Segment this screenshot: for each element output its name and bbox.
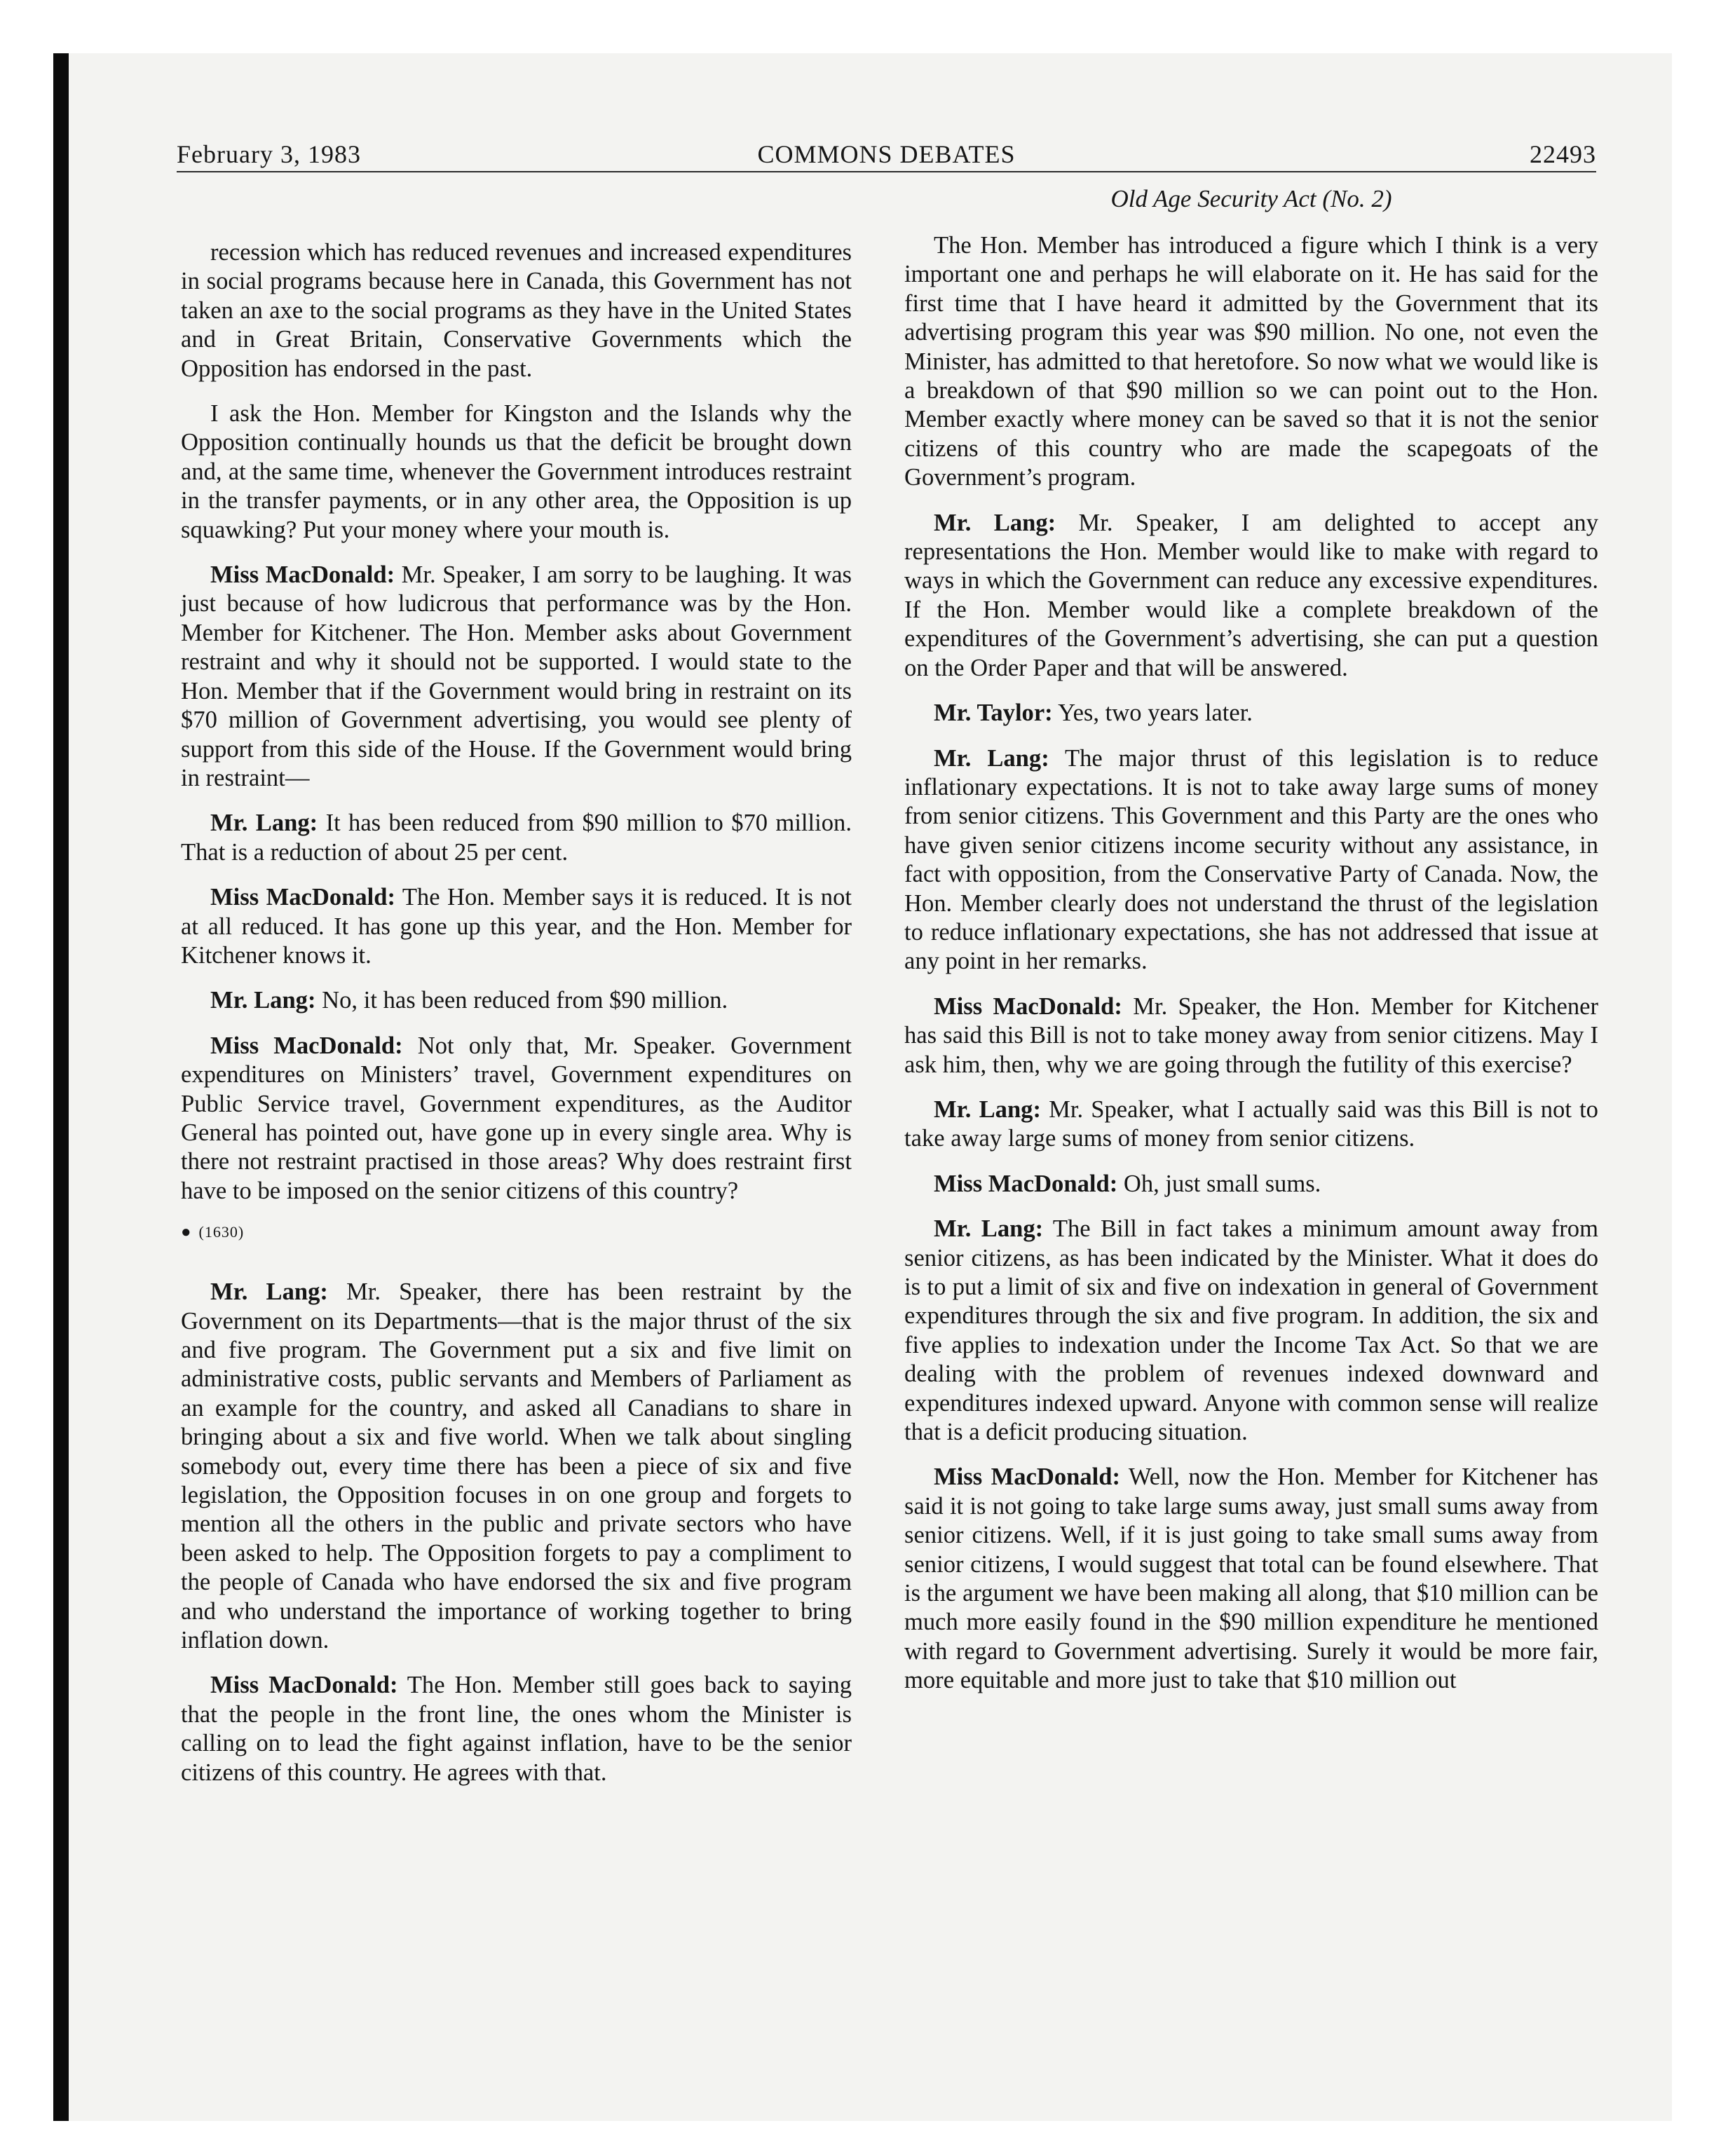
- speech-paragraph: [904, 509, 1598, 683]
- paragraph: [181, 238, 852, 383]
- speaker-name: Mr. Lang:: [210, 1278, 328, 1306]
- header-date: February 3, 1983: [177, 140, 361, 168]
- speech-paragraph: [904, 699, 1598, 728]
- speech-paragraph: [904, 992, 1598, 1079]
- speech-text: Well, now the Hon. Member for Kitchener has said it is not going to take large sums away, just small sums away from senior citizens. Well, if it is just going to take small sums away from senior citizens, I would suggest that total can be found elsewhere. That is the argument we have been making all along, that $10 million can be much more easily found in the $90 million expenditure he mentioned with regard to Government advertising. Surely it would be more fair, more equitable and more just to take that $10 million out: [904, 1464, 1598, 1694]
- speaker-name: Mr. Lang:: [934, 509, 1056, 536]
- speech-paragraph: [904, 744, 1598, 976]
- speech-text: Mr. Speaker, I am delighted to accept any representations the Hon. Member would like to make with regard to ways in which the Government can reduce any excessive expenditures. If the Hon. Member would like a complete breakdown of the expenditures of the Government’s advertising, she can put a question on the Order Paper and that will be answered.: [904, 509, 1598, 681]
- speaker-name: Miss MacDonald:: [934, 992, 1122, 1020]
- header-page-number: 22493: [1530, 140, 1596, 168]
- paragraph-text: I ask the Hon. Member for Kingston and the Islands why the Opposition continually hounds us that the deficit be brought down and, at the same time, whenever the Government introduces restraint in the transfer payments, or in any other area, the Opposition is up squawking? Put your money where your mouth is.: [181, 400, 852, 543]
- speaker-name: Mr. Lang:: [210, 810, 318, 837]
- speech-paragraph: [904, 1463, 1598, 1695]
- speech-paragraph: [181, 883, 852, 970]
- speech-text: Mr. Speaker, the Hon. Member for Kitchener has said this Bill is not to take money away from senior citizens. May I ask him, then, why we are going through the futility of this exercise?: [904, 992, 1598, 1078]
- speech-paragraph: [181, 1671, 852, 1787]
- speech-text: Mr. Speaker, what I actually said was this Bill is not to take away large sums of money from senior citizens.: [904, 1096, 1598, 1152]
- time-marker-text: (1630): [198, 1223, 245, 1241]
- speech-text: Mr. Speaker, there has been restraint by the Government on its Departments—that is the major thrust of the six and five program. The Government put a six and five limit on administrative costs, public servants and Members of Parliament as an example for the country, and asked all Canadians to share in bringing about a six and five world. When we talk about singling somebody out, every time there has been a piece of six and five legislation, the Opposition focuses in on one group and forgets to mention all the others in the public and private sectors who have been asked to help. The Opposition forgets to pay a compliment to the people of Canada who have endorsed the six and five program and who understand the importance of working together to bring inflation down.: [181, 1278, 852, 1654]
- page-header: [177, 139, 1596, 172]
- speech-text: The Hon. Member says it is reduced. It is not at all reduced. It has gone up this year, and the Hon. Member for Kitchener knows it.: [181, 884, 852, 969]
- speaker-name: Miss MacDonald:: [210, 561, 395, 589]
- speaker-name: Miss MacDonald:: [210, 1032, 403, 1059]
- speaker-name: Miss MacDonald:: [210, 884, 395, 911]
- paragraph-text: recession which has reduced revenues and increased expenditures in social programs because here in Canada, this Government has not taken an axe to the social programs as they have in the United States and in Great Britain, Conservative Governments which the Opposition has endorsed in the past.: [181, 239, 852, 382]
- speech-text: The major thrust of this legislation is to reduce inflationary expectations. It is not to take away large sums of money from senior citizens. This Government and this Party are the ones who have given senior citizens income security without any assistance, in fact with opposition, from the Conservative Party of Canada. Now, the Hon. Member clearly does not understand the thrust of the legislation to reduce inflationary expectations, she has not addressed that issue at any point in her remarks.: [904, 744, 1598, 975]
- speech-paragraph: [181, 1032, 852, 1206]
- speaker-name: Mr. Lang:: [934, 1096, 1041, 1123]
- speaker-name: Mr. Lang:: [934, 744, 1049, 772]
- time-marker: [181, 1222, 852, 1243]
- speech-paragraph: [904, 1170, 1598, 1199]
- speech-text: Oh, just small sums.: [1123, 1170, 1321, 1197]
- right-column: [904, 231, 1598, 1712]
- paragraph: [904, 231, 1598, 493]
- speech-text: Not only that, Mr. Speaker. Government expenditures on Ministers’ travel, Government expenditures on Public Service travel, Government expenditures, as the Auditor General has pointed out, have gone up in every single area. Why is there not restraint practised in those areas? Why does restraint first have to be imposed on the senior citizens of this country?: [181, 1032, 852, 1204]
- speech-text: Yes, two years later.: [1058, 700, 1253, 727]
- bullet-icon: ●: [181, 1223, 192, 1242]
- speech-text: The Bill in fact takes a minimum amount away from senior citizens, as has been indicated by the Minister. What it does do is to put a limit of six and five on indexation in general of Government expenditures through the six and five program. In addition, the six and five applies to indexation under the Income Tax Act. So that we are dealing with the problem of revenues indexed downward and expenditures indexed upward. Anyone with common sense will realize that is a deficit producing situation.: [904, 1215, 1598, 1446]
- speaker-name: Miss MacDonald:: [934, 1464, 1121, 1491]
- speech-paragraph: [904, 1215, 1598, 1447]
- speech-text: It has been reduced from $90 million to $70 million. That is a reduction of about 25 per cent.: [181, 810, 852, 866]
- speaker-name: Miss MacDonald:: [210, 1672, 398, 1699]
- speaker-name: Mr. Lang:: [934, 1215, 1044, 1243]
- running-head-bill-title: Old Age Security Act (No. 2): [1110, 185, 1392, 212]
- scan-edge-bar: [53, 53, 69, 2121]
- speech-paragraph: [181, 809, 852, 867]
- speech-text: The Hon. Member still goes back to saying that the people in the front line, the ones whom the Minister is calling on to lead the fight against inflation, have to be the senior citizens of this country. He agrees with that.: [181, 1672, 852, 1786]
- speech-paragraph: [181, 986, 852, 1015]
- speaker-name: Mr. Taylor:: [934, 700, 1053, 727]
- speaker-name: Miss MacDonald:: [934, 1170, 1118, 1197]
- speech-text: No, it has been reduced from $90 million.: [322, 987, 728, 1014]
- speech-paragraph: [181, 1278, 852, 1655]
- header-publication-title: COMMONS DEBATES: [757, 140, 1016, 168]
- speech-paragraph: [181, 561, 852, 793]
- left-column: [181, 238, 852, 1803]
- speaker-name: Mr. Lang:: [210, 987, 316, 1014]
- speech-paragraph: [904, 1096, 1598, 1154]
- speech-text: Mr. Speaker, I am sorry to be laughing. It was just because of how ludicrous that performance was by the Hon. Member for Kitchener. The Hon. Member asks about Government restraint and why it should not be supported. I would state to the Hon. Member that if the Government would bring in restraint on its $70 million of Government advertising, you would see plenty of support from this side of the House. If the Government would bring in restraint—: [181, 561, 852, 791]
- paragraph-text: The Hon. Member has introduced a figure which I think is a very important one and perhaps he will elaborate on it. He has said for the first time that I have heard it admitted by the Government that its advertising program this year was $90 million. No one, not even the Minister, has admitted to that heretofore. So now what we would like is a breakdown of that $90 million so we can point out to the Hon. Member exactly where money can be saved so that it is not the senior citizens of this country who are made the scapegoats of the Government’s program.: [904, 232, 1598, 491]
- paragraph: [181, 400, 852, 545]
